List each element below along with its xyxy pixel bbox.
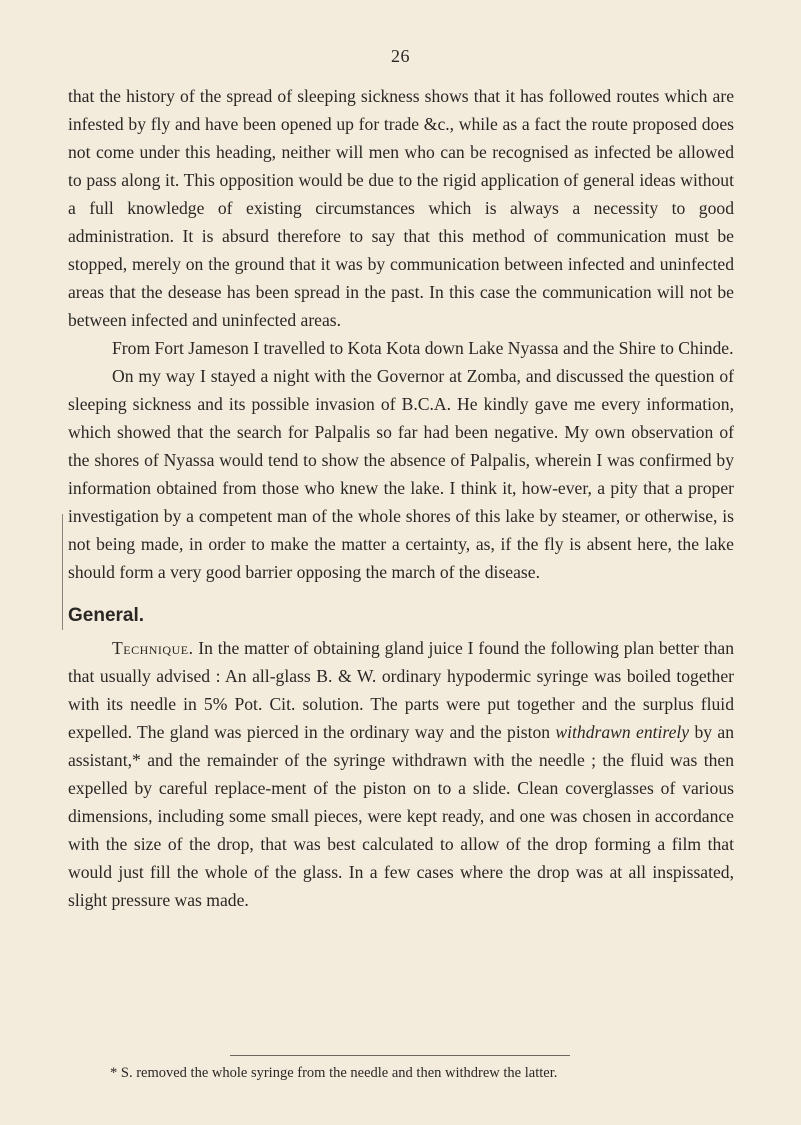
technique-text-2: by an assistant,* and the remainder of the syringe withdrawn with the needle ; the fluid was then expelled by careful replace-ment of the piston on to a slide. Clean coverglasses of various dimensions, including some small pieces, were kept ready, and one was chosen in accordance with the size of the drop, that was best calculated to allow of the drop forming a film that would just fill the whole of the glass. In a few cases where the drop was at all inspissated, slight pressure was made. <box>68 722 734 910</box>
body-text <box>68 82 734 914</box>
margin-line <box>62 514 65 630</box>
footnote: * S. removed the whole syringe from the needle and then withdrew the latter. <box>110 1065 558 1081</box>
technique-label: Technique. <box>112 638 194 658</box>
technique-text-1: In the matter of obtaining gland juice I found the following plan better than that usually advised : An all-glass B. & W. ordinary hypodermic syringe was boiled together with its needle in 5% Pot. Cit. solution. The parts were put together and the surplus fluid expelled. The gland was pierced in the ordinary way and the piston <box>68 638 734 742</box>
footnote-rule <box>230 1055 570 1056</box>
section-heading: General. <box>68 605 145 626</box>
page-number: 26 <box>391 46 410 66</box>
technique-emphasis: withdrawn entirely <box>555 722 690 742</box>
paragraph-2: From Fort Jameson I travelled to Kota Kota down Lake Nyassa and the Shire to Chinde. <box>112 338 734 358</box>
paragraph-3: On my way I stayed a night with the Governor at Zomba, and discussed the question of sleeping sickness and its possible invasion of B.C.A. He kindly gave me every information, which showed that the search for Palpalis so far had been negative. My own observation of the shores of Nyassa would tend to show the absence of Palpalis, wherein I was confirmed by information obtained from those who knew the lake. I think it, how-ever, a pity that a proper investigation by a competent man of the whole shores of this lake by steamer, or otherwise, is not being made, in order to make the matter a certainty, as, if the fly is absent here, the lake should form a very good barrier opposing the march of the disease. <box>68 366 734 582</box>
technique-paragraph <box>68 634 734 914</box>
paragraph-1: that the history of the spread of sleeping sickness shows that it has followed routes which are infested by fly and have been opened up for trade &c., while as a fact the route proposed does not come under this heading, neither will men who can be recognised as infected be allowed to pass along it. This opposition would be due to the rigid application of general ideas without a full knowledge of existing circumstances which is always a necessity to good administration. It is absurd therefore to say that this method of communication must be stopped, merely on the ground that it was by communication between infected and uninfected areas that the desease has been spread in the past. In this case the communication will not be between infected and uninfected areas. <box>68 86 734 330</box>
